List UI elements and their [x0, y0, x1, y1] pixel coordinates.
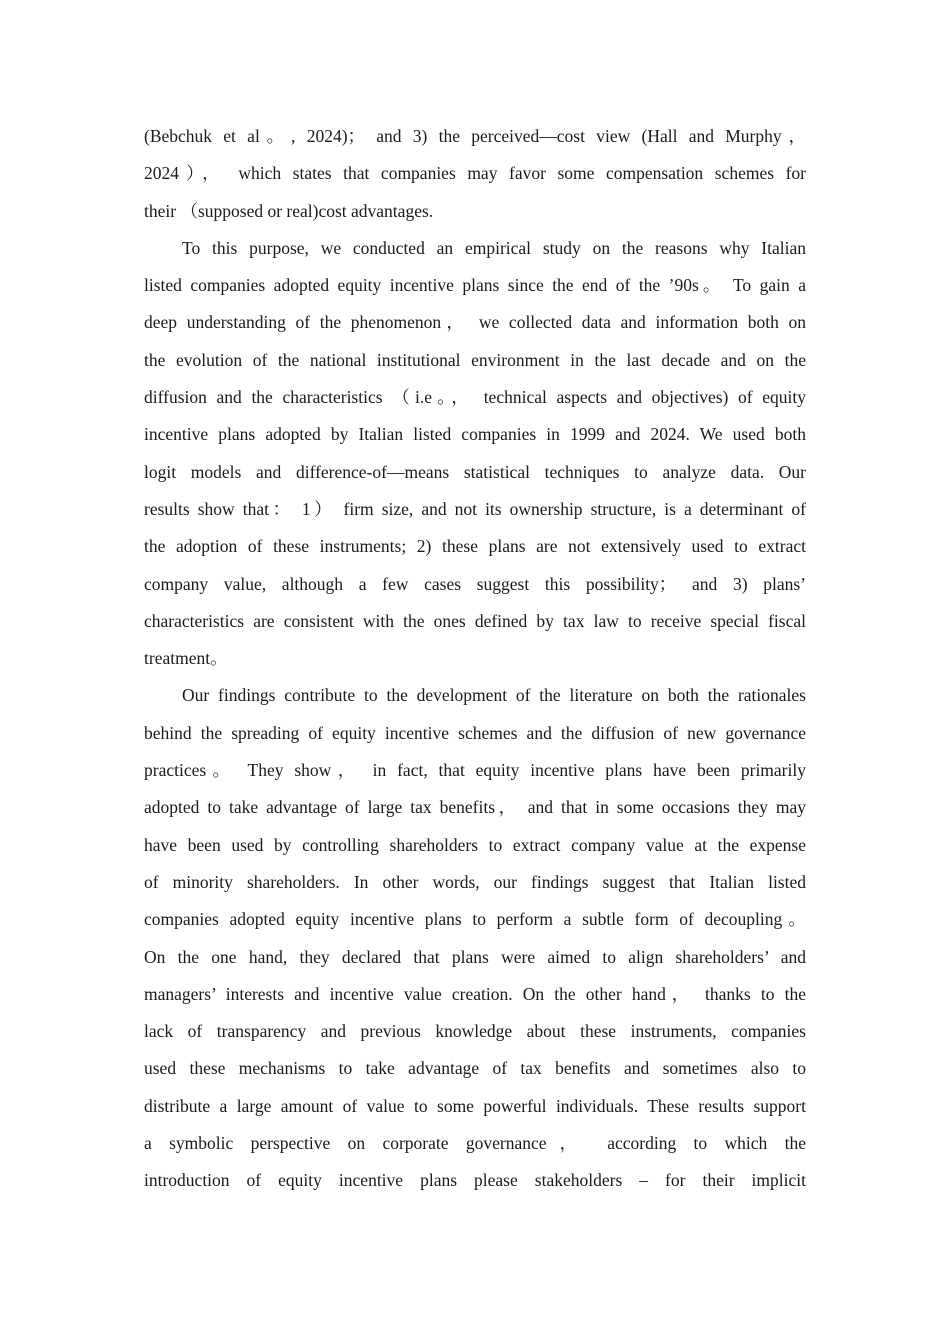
text-line: 2024）， which states that companies may favor some compensation schemes for [144, 163, 806, 184]
text-line: distribute a large amount of value to some powerful individuals. These results support [144, 1095, 806, 1116]
text-line: characteristics are consistent with the ones defined by tax law to receive special fiscal [144, 610, 806, 631]
text-line: incentive plans adopted by Italian listed companies in 1999 and 2024. We used both [144, 424, 806, 445]
text-line: have been used by controlling shareholders to extract company value at the expense [144, 834, 806, 855]
text-line: a symbolic perspective on corporate governance， according to which the [144, 1133, 806, 1154]
text-line: treatment。 [144, 648, 228, 669]
text-line: logit models and difference-of—means statistical techniques to analyze data. Our [144, 461, 806, 482]
text-line: adopted to take advantage of large tax benefits， and that in some occasions they may [144, 797, 806, 818]
text-line: listed companies adopted equity incentive plans since the end of the ’90s。 To gain a [144, 275, 806, 296]
text-line: behind the spreading of equity incentive schemes and the diffusion of new governance [144, 722, 806, 743]
text-line: the adoption of these instruments; 2) these plans are not extensively used to extract [144, 536, 806, 557]
text-line: lack of transparency and previous knowledge about these instruments, companies [144, 1021, 806, 1042]
text-line: companies adopted equity incentive plans to perform a subtle form of decoupling。 [144, 909, 806, 930]
text-line: practices。 They show， in fact, that equity incentive plans have been primarily [144, 760, 806, 781]
text-line: diffusion and the characteristics （i.e。， technical aspects and objectives) of equity [144, 387, 806, 408]
text-line: the evolution of the national institutional environment in the last decade and on the [144, 349, 806, 370]
text-line: deep understanding of the phenomenon， we collected data and information both on [144, 312, 806, 333]
text-line: company value, although a few cases suggest this possibility； and 3) plans’ [144, 573, 806, 594]
paragraph-2 [144, 230, 806, 678]
text-line: results show that： 1） firm size, and not its ownership structure, is a determinant of [144, 498, 806, 519]
text-line: Our findings contribute to the development of the literature on both the rationales [182, 685, 806, 706]
paragraph-1 [144, 118, 806, 230]
document-page [144, 118, 806, 1200]
text-line: To this purpose, we conducted an empirical study on the reasons why Italian [182, 237, 806, 258]
text-line: introduction of equity incentive plans please stakeholders – for their implicit [144, 1170, 806, 1191]
text-line: managers’ interests and incentive value creation. On the other hand， thanks to the [144, 983, 806, 1004]
text-line: of minority shareholders. In other words, our findings suggest that Italian listed [144, 871, 806, 892]
text-line: their （supposed or real)cost advantages. [144, 200, 434, 221]
text-line: used these mechanisms to take advantage of tax benefits and sometimes also to [144, 1058, 806, 1079]
text-line: (Bebchuk et al。, 2024)； and 3) the perceived—cost view (Hall and Murphy， [144, 126, 806, 146]
paragraph-3 [144, 677, 806, 1199]
text-line: On the one hand, they declared that plans were aimed to align shareholders’ and [144, 946, 806, 967]
